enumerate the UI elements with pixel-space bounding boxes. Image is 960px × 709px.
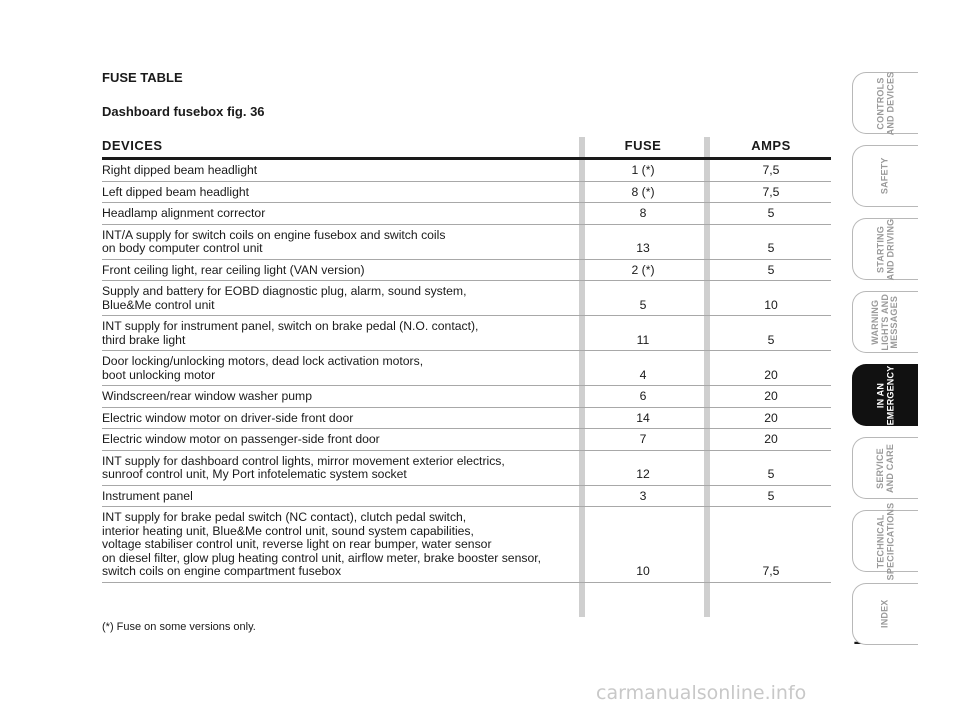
device-cell: INT/A supply for switch coils on engine fusebox and switch coils on body computer control unit bbox=[102, 227, 446, 255]
device-cell: Right dipped beam headlight bbox=[102, 163, 258, 177]
fuse-cell: 2 (*) bbox=[631, 262, 655, 277]
fuse-cell: 12 bbox=[636, 467, 650, 481]
amps-cell: 5 bbox=[767, 332, 775, 347]
tab-label: TECHNICAL SPECIFICATIONS bbox=[875, 502, 895, 580]
amps-cell: 20 bbox=[764, 389, 778, 403]
tab-label: CONTROLS AND DEVICES bbox=[875, 71, 895, 135]
device-cell: Electric window motor on driver-side front door bbox=[102, 410, 354, 425]
fuse-cell: 4 bbox=[639, 367, 647, 382]
device-cell: Electric window motor on passenger-side front door bbox=[102, 432, 380, 446]
tab-label: SAFETY bbox=[879, 157, 890, 195]
table-row bbox=[102, 260, 831, 282]
fuse-cell: 10 bbox=[636, 564, 650, 578]
device-cell: INT supply for dashboard control lights, mirror movement exterior electrics, sunroof control unit, My Port infotelematic system socket bbox=[102, 453, 505, 481]
amps-cell: 5 bbox=[767, 467, 775, 481]
table-row bbox=[102, 182, 831, 204]
table-row bbox=[102, 351, 831, 386]
table-row bbox=[102, 429, 831, 451]
section-title: FUSE TABLE bbox=[102, 70, 183, 85]
fuse-table bbox=[102, 160, 831, 583]
device-cell: Door locking/unlocking motors, dead lock activation motors, boot unlocking motor bbox=[102, 354, 424, 382]
fuse-cell: 11 bbox=[636, 332, 650, 347]
amps-cell: 5 bbox=[767, 488, 775, 503]
section-subtitle: Dashboard fusebox fig. 36 bbox=[102, 104, 265, 119]
tab-label: WARNING LIGHTS AND MESSAGES bbox=[870, 293, 900, 351]
fuse-cell: 8 bbox=[639, 206, 647, 220]
tab-starting-and-driving[interactable] bbox=[852, 218, 918, 280]
device-cell: Front ceiling light, rear ceiling light (VAN version) bbox=[102, 262, 365, 277]
fuse-cell: 13 bbox=[636, 241, 650, 255]
amps-column-header: AMPS bbox=[751, 138, 791, 153]
fuse-cell: 8 (*) bbox=[631, 184, 655, 199]
tab-safety[interactable] bbox=[852, 145, 918, 207]
tab-in-an-emergency[interactable] bbox=[852, 364, 918, 426]
tab-label: STARTING AND DRIVING bbox=[874, 218, 895, 280]
amps-cell: 7,5 bbox=[762, 184, 780, 199]
table-row bbox=[102, 203, 831, 225]
watermark: carmanualsonline.info bbox=[596, 682, 807, 704]
fuse-cell: 7 bbox=[639, 432, 647, 446]
device-cell: Supply and battery for EOBD diagnostic plug, alarm, sound system, Blue&Me control unit bbox=[102, 284, 467, 312]
table-row bbox=[102, 316, 831, 351]
amps-cell: 20 bbox=[764, 367, 778, 382]
device-cell: Windscreen/rear window washer pump bbox=[102, 389, 312, 403]
amps-cell: 5 bbox=[767, 262, 775, 277]
amps-cell: 5 bbox=[767, 206, 775, 220]
table-row bbox=[102, 408, 831, 430]
tab-service-and-care[interactable] bbox=[852, 437, 918, 499]
footnote: (*) Fuse on some versions only. bbox=[102, 621, 256, 633]
fuse-cell: 5 bbox=[639, 297, 647, 312]
tab-controls-and-devices[interactable] bbox=[852, 72, 918, 134]
tab-label: SERVICE AND CARE bbox=[874, 443, 895, 493]
fuse-column-header: FUSE bbox=[624, 138, 662, 153]
tab-label: IN AN EMERGENCY bbox=[875, 365, 895, 425]
device-cell: Instrument panel bbox=[102, 488, 193, 503]
table-row bbox=[102, 386, 831, 408]
fuse-cell: 1 (*) bbox=[631, 163, 655, 177]
table-row bbox=[102, 160, 831, 182]
amps-cell: 20 bbox=[764, 432, 778, 446]
table-row bbox=[102, 507, 831, 583]
amps-cell: 10 bbox=[764, 297, 778, 312]
side-tabs bbox=[852, 72, 918, 656]
amps-cell: 7,5 bbox=[762, 564, 780, 578]
amps-cell: 7,5 bbox=[762, 163, 780, 177]
tab-index[interactable] bbox=[852, 583, 918, 645]
fuse-cell: 6 bbox=[639, 389, 647, 403]
tab-label: INDEX bbox=[879, 599, 890, 629]
device-cell: Headlamp alignment corrector bbox=[102, 206, 266, 220]
fuse-cell: 14 bbox=[636, 410, 650, 425]
device-cell: Left dipped beam headlight bbox=[102, 184, 250, 199]
tab-warning-lights-and-messages[interactable] bbox=[852, 291, 918, 353]
device-cell: INT supply for instrument panel, switch on brake pedal (N.O. contact), third brake light bbox=[102, 319, 479, 347]
devices-column-header: DEVICES bbox=[102, 138, 163, 153]
amps-cell: 5 bbox=[767, 241, 775, 255]
device-cell: INT supply for brake pedal switch (NC contact), clutch pedal switch, interior heating unit, Blue&Me control unit, sound system capabilities, voltage stabiliser control unit, reverse light on rear bumper, water sensor on diesel filter, glow plug heating control unit, airflow meter, brake booster sensor, switch coils on engine compartment fusebox bbox=[102, 510, 541, 578]
table-row bbox=[102, 486, 831, 508]
table-row bbox=[102, 451, 831, 486]
table-row bbox=[102, 281, 831, 316]
fuse-cell: 3 bbox=[639, 488, 647, 503]
amps-cell: 20 bbox=[764, 410, 778, 425]
tab-technical-specifications[interactable] bbox=[852, 502, 918, 580]
table-row bbox=[102, 225, 831, 260]
